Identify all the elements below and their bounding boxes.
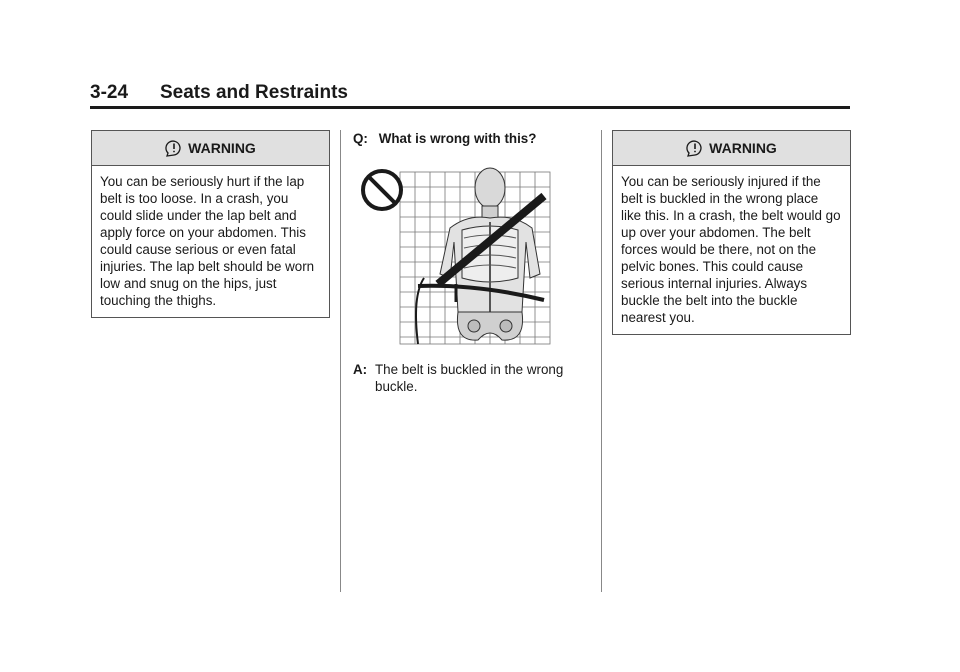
question: [353, 131, 536, 146]
warning-heading-right: WARNING: [709, 140, 777, 156]
warning-body-right: You can be seriously injured if the belt is buckled in the wrong place like this. In a crash, the belt would go up over your abdomen. The belt forces would be there, not on the pelvic bones. This could cause serious internal injuries. Always buckle the belt into the buckle nearest you.: [621, 174, 841, 325]
column-divider-left: [340, 130, 341, 592]
prohibited-icon: [363, 171, 401, 209]
warning-box-left: [91, 130, 330, 318]
warning-body-left: You can be seriously hurt if the lap belt is too loose. In a crash, you could slide under the lap belt and apply force on your abdomen. This could cause serious or even fatal injuries. The lap belt should be worn low and snug on the hips, just touching the thighs.: [100, 174, 315, 308]
warning-icon: [165, 139, 183, 157]
page-header: [90, 80, 850, 109]
question-label: Q:: [353, 131, 368, 146]
answer-text: The belt is buckled in the wrong buckle.: [375, 362, 564, 394]
question-text: What is wrong with this?: [378, 131, 537, 146]
column-divider-right: [601, 130, 602, 592]
warning-header-right: [613, 131, 850, 166]
page-number: 3-24: [90, 82, 129, 103]
warning-icon: [686, 139, 704, 157]
warning-header-left: [92, 131, 329, 166]
torso-illustration: [440, 168, 540, 340]
answer-label: A:: [353, 362, 368, 377]
warning-heading-left: WARNING: [188, 140, 256, 156]
seatbelt-figure: [358, 166, 558, 353]
answer: [353, 361, 593, 395]
section-title: Seats and Restraints: [160, 82, 348, 103]
warning-box-right: [612, 130, 851, 335]
